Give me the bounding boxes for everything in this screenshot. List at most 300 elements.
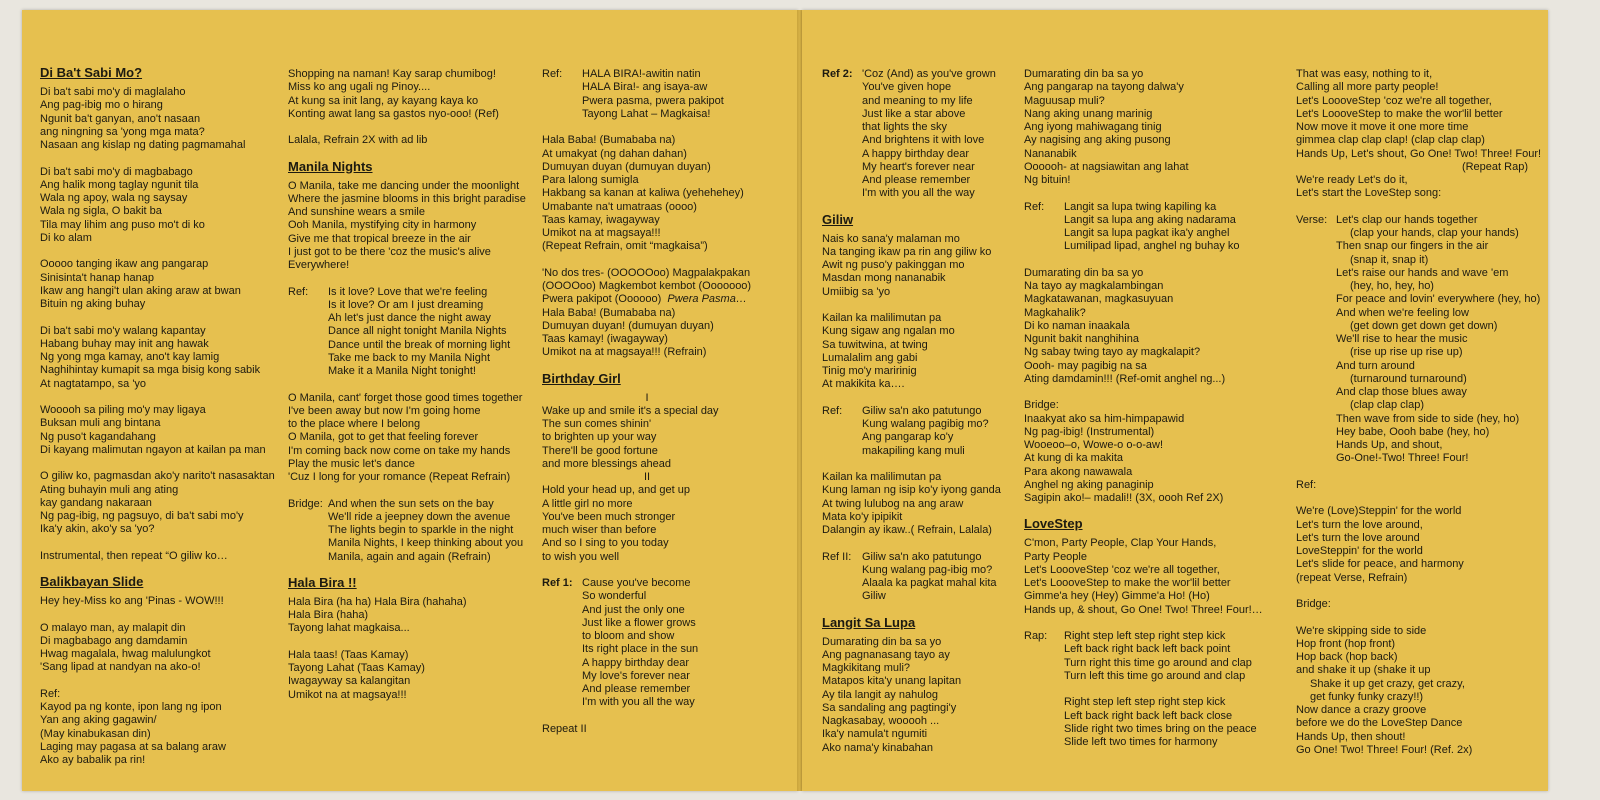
lyric-line: Ang pangarap ko'y <box>862 431 954 444</box>
bridge-block <box>288 498 526 564</box>
lyric-line: Go One! Two! Three! Four! (Ref. 2x) <box>1296 743 1473 756</box>
lyric-line: Dance until the break of morning light <box>328 338 511 351</box>
song-title: Giliw <box>822 211 854 227</box>
repeat-note: (Repeat Rap) <box>1461 160 1528 173</box>
lyric-line: Cause you've become <box>582 577 691 589</box>
lyric-line: Dance all night tonight Manila Nights <box>328 325 507 338</box>
lyric-line: Let's LoooveStep 'coz we're all together, <box>1296 94 1492 107</box>
song-lyrics <box>542 484 752 564</box>
lyric-line: Magkikitang muli? <box>822 662 911 674</box>
ref-block <box>542 577 752 710</box>
lyric-line: Nais ko sana'y malaman mo <box>822 232 960 245</box>
lyric-line: Make it a Manila Night tonight! <box>328 365 476 377</box>
lyric-line: Give me that tropical breeze in the air <box>288 232 471 245</box>
lyric-line: (snap it, snap it) <box>1350 253 1429 266</box>
lyric-line: Sa sandaling ang pagtingi'y <box>822 701 957 714</box>
ref-label: Ref II: <box>822 550 852 563</box>
lyric-line: Slide right two times bring on the peace <box>1064 722 1257 735</box>
bridge-label: Bridge: <box>1296 598 1331 610</box>
lyric-line: Naghihintay kumapit sa mga bisig kong sabik <box>40 364 261 377</box>
bridge-label: Bridge: <box>288 497 323 510</box>
lyric-line: Di ko naman inaakala <box>1024 319 1130 332</box>
lyric-line: Left back right back left back close <box>1064 709 1233 722</box>
lyric-line: Dumarating din ba sa yo <box>1024 266 1144 279</box>
lyric-italic: Pwera Pasma… <box>667 293 747 306</box>
lyric-line: Ang iyong mahiwagang tinig <box>1024 121 1162 133</box>
lyric-line: makapiling kang muli <box>862 444 965 457</box>
ref-label: Ref: <box>1296 478 1317 491</box>
lyric-line: Ooooo tanging ikaw ang pangarap <box>40 258 209 271</box>
lyric-line: Is it love? Or am I just dreaming <box>328 298 484 311</box>
lyric-line: I just got to be there 'coz the music's alive <box>288 245 491 258</box>
lyric-line: Kung walang pag-ibig mo? <box>862 563 993 576</box>
lyric-line: We'll rise to hear the music <box>1336 333 1468 345</box>
lyric-line: Mata ko'y ipipikit <box>822 510 903 523</box>
lyric-line: Ooh Manila, mystifying city in harmony <box>288 219 477 232</box>
lyric-line: Magkatawanan, magkasuyuan <box>1024 293 1174 306</box>
rap-block <box>1024 630 1263 749</box>
lyric-line: Kailan ka malilimutan pa <box>822 471 942 483</box>
lyric-line: O Manila, cant' forget those good times together <box>288 391 523 404</box>
lyric-line: Inaakyat ako sa him-himpapawid <box>1024 412 1185 425</box>
lyric-line: Di ko alam <box>40 231 92 244</box>
song-lyrics <box>542 134 752 293</box>
ref-lyrics <box>822 68 1001 201</box>
lyric-line: Pwera pasma, pwera pakipot <box>582 94 724 107</box>
lyric-line: Instrumental, then repeat “O giliw ko… <box>40 549 228 562</box>
lyric-line: Wala ng sigla, O bakit ba <box>40 205 162 218</box>
lyric-line: Kayod pa ng konte, ipon lang ng ipon <box>40 701 222 713</box>
lyric-line: Tila may lihim ang puso mo't di ko <box>40 218 205 231</box>
lyric-line: and more blessings ahead <box>542 457 672 470</box>
ref-label: Ref: <box>542 68 563 80</box>
lyric-line: We're skipping side to side <box>1296 624 1427 637</box>
right-col-2 <box>1024 68 1263 749</box>
song-lyrics <box>542 307 752 360</box>
lyric-line: Dumarating din ba sa yo <box>1024 68 1144 80</box>
lyric-line: Kung laman ng isip ko'y iyong ganda <box>822 484 1001 497</box>
lyric-line: ang ningning sa 'yong mga mata? <box>40 125 205 138</box>
lyric-line: Hala taas! (Taas Kamay) <box>288 648 409 661</box>
lyric-line: Let's slide for peace, and harmony <box>1296 558 1464 571</box>
lyric-line: Di ba't sabi mo'y walang kapantay <box>40 324 206 337</box>
lyric-line: Is it love? Love that we're feeling <box>328 285 488 298</box>
lyric-line: Play the music let's dance <box>288 457 415 470</box>
lyric-line: At kung di ka makita <box>1024 452 1124 465</box>
lyric-line: Langit sa lupa ang aking nadarama <box>1064 213 1236 226</box>
lyric-line: that lights the sky <box>862 121 947 133</box>
stanza-gap <box>40 675 275 688</box>
ref-label: Ref: <box>1024 200 1045 213</box>
lyric-line: Hey hey-Miss ko ang 'Pinas - WOW!!! <box>40 595 224 607</box>
lyric-line: C'mon, Party People, Clap Your Hands, <box>1024 537 1217 550</box>
ref-label: Ref 2: <box>822 68 853 80</box>
lyric-line: to wish you well <box>542 550 620 563</box>
lyric-line: Sa tuwitwina, at twing <box>822 338 928 351</box>
lyric-line: Hands Up, Let's shout, Go One! Two! Three! Four! <box>1296 147 1542 160</box>
lyric-line: Di magbabago ang damdamin <box>40 634 188 647</box>
ref-block <box>288 286 526 379</box>
lyric-line: Dalangin ay ikaw..( Refrain, Lalala) <box>822 524 992 536</box>
lyric-line: 'No dos tres- (OOOOOoo) Magpalakpakan <box>542 266 751 279</box>
lyric-line: Ikaw ang hangi't ulan aking araw at bwan <box>40 284 241 297</box>
lyric-line: Magkahalik? <box>1024 306 1086 319</box>
lyric-line: O giliw ko, pagmasdan ako'y narito't nasasaktan <box>40 470 275 483</box>
song-lyrics <box>288 392 526 485</box>
lyric-line: I've been away but now I'm going home <box>288 404 481 417</box>
lyric-line: (clap your hands, clap your hands) <box>1350 227 1519 239</box>
song-title: Birthday Girl <box>542 370 621 386</box>
lyric-line: Di ba't sabi mo'y di maglalaho <box>40 86 186 98</box>
lyric-line: Tinig mo'y maririnig <box>822 365 917 377</box>
lyric-line: At twing lulubog na ang araw <box>822 497 964 510</box>
lyric-line: Nang aking unang marinig <box>1024 107 1153 120</box>
song-lyrics <box>1024 267 1263 506</box>
ref-block <box>822 405 1001 458</box>
lyric-line: Sinisinta't hanap hanap <box>40 271 155 284</box>
lyric-line: Oooh- may pagibig na sa <box>1024 359 1147 372</box>
ref-label: Ref 1: <box>542 577 573 589</box>
lyric-line: Wake up and smile it's a special day <box>542 404 719 417</box>
lyric-line: Ang pagnanasang tayo ay <box>822 648 950 661</box>
lyric-line: (repeat Verse, Refrain) <box>1296 571 1408 584</box>
lyric-line: I'm coming back now come on take my hands <box>288 444 511 457</box>
lyric-line: (turnaround turnaround) <box>1350 372 1467 385</box>
lyric-line: A happy birthday dear <box>582 656 690 669</box>
song-lyrics <box>542 405 752 471</box>
lyric-line: So wonderful <box>582 590 647 603</box>
stanza-gap <box>40 245 275 258</box>
lyric-line: I'm with you all the way <box>582 696 695 709</box>
lyric-line: Ang pag-ibig mo o hirang <box>40 99 163 112</box>
lyric-line: Let's turn the love around <box>1296 531 1420 544</box>
lyric-line: Hwag magalala, hwag malulungkot <box>40 648 211 660</box>
lyric-line: Umabante na't umatraas (oooo) <box>542 200 697 213</box>
rap-label: Rap: <box>1024 630 1048 642</box>
ref-block <box>822 68 1001 201</box>
stanza-gap <box>822 299 1001 312</box>
song-lyrics <box>822 471 1001 524</box>
lyric-line: Ating buhayin muli ang ating <box>40 483 179 496</box>
lyric-line: We'll ride a jeepney down the avenue <box>328 510 511 523</box>
ref-lyrics <box>542 68 752 121</box>
ref-lyrics <box>1024 201 1263 254</box>
lyric-line: Dumarating din ba sa yo <box>822 635 942 648</box>
lyric-line: Then snap our fingers in the air <box>1336 240 1489 253</box>
song-title: Balikbayan Slide <box>40 574 144 589</box>
lyric-line: We're ready Let's do it, <box>1296 174 1408 186</box>
lyric-line: 'Cuz I long for your romance (Repeat Refrain) <box>288 471 511 483</box>
lyric-line: Tayong Lahat – Magkaisa! <box>582 107 711 120</box>
lyric-line: get funky funky crazy!!) <box>1310 690 1424 703</box>
lyric-line: Let's turn the love around, <box>1296 518 1423 531</box>
lyric-line: Ng sabay twing tayo ay magkalapit? <box>1024 346 1201 359</box>
lyric-line: And when the sun sets on the bay <box>328 497 494 510</box>
lyric-line: kay gandang nakaraan <box>40 496 152 509</box>
lyric-line: Bituin ng aking buhay <box>40 298 146 310</box>
lyric-line: Umikot na at magsaya!!! <box>542 227 661 239</box>
lyric-line: (rise up rise up rise up) <box>1350 346 1463 359</box>
verse-label: Verse: <box>1296 213 1328 226</box>
lyric-line: A happy birthday dear <box>862 147 970 160</box>
left-col-1 <box>40 62 275 767</box>
lyric-line: And just the only one <box>582 603 685 616</box>
lyric-line: LoveSteppin' for the world <box>1296 545 1423 557</box>
lyric-line: Nasaan ang kislap ng dating pagmamahal <box>40 139 246 151</box>
lyric-line: O Manila, got to get that feeling forever <box>288 431 479 444</box>
song-lyrics <box>822 636 1001 755</box>
lyric-line: Turn left this time go around and clap <box>1064 669 1246 682</box>
lyric-line: And so I sing to you today <box>542 537 669 550</box>
lyric-line: Go-One!-Two! Three! Four! <box>1336 452 1469 465</box>
lyric-line: Giliw sa'n ako patutungo <box>862 550 982 563</box>
lyric-line: Yan ang aking gagawin/ <box>40 714 157 727</box>
lyric-line: Let's LoooveStep 'coz we're all together, <box>1024 563 1220 576</box>
lyric-line: Wooeoo–o, Wowe-o o-o-aw! <box>1024 439 1163 451</box>
lyric-line: That was easy, nothing to it, <box>1296 68 1433 80</box>
lyric-line: O Manila, take me dancing under the moonlight <box>288 179 520 192</box>
lyric-line: Just like a star above <box>862 107 966 120</box>
lyric-line: to bloom and show <box>582 630 675 642</box>
left-col-2 <box>288 68 526 702</box>
lyric-line: Now dance a crazy groove <box>1296 704 1427 716</box>
ref-block <box>542 68 752 121</box>
lyric-line: Di kayang malimutan ngayon at kailan pa man <box>40 443 266 456</box>
rap-lyrics <box>1024 630 1263 749</box>
song-lyrics <box>288 180 526 273</box>
lyric-line: Giliw <box>862 590 886 603</box>
lyric-line: Hala Bira (haha) <box>288 609 369 621</box>
right-page <box>802 10 1548 791</box>
lyric-line: Hands Up, and shout, <box>1336 439 1443 451</box>
bridge-lyrics <box>288 498 526 564</box>
ref-lyrics <box>288 286 526 379</box>
stanza-gap <box>40 537 275 550</box>
lyric-line: (clap clap clap) <box>1350 399 1424 412</box>
lyric-line: You've given hope <box>862 81 952 94</box>
lyric-line: At kung sa init lang, ay kayang kaya ko <box>288 94 479 107</box>
bridge-lyrics <box>1296 625 1541 758</box>
lyric-line: Just like a flower grows <box>582 616 696 629</box>
lyric-line: A little girl no more <box>542 497 633 510</box>
lyric-line: Hold your head up, and get up <box>542 484 691 497</box>
lyric-line: Kung sigaw ang ngalan mo <box>822 325 955 338</box>
lyric-line: Hop back (hop back) <box>1296 651 1398 663</box>
lyric-line: Hands up, & shout, Go One! Two! Three! Four!… <box>1024 603 1263 616</box>
song-title: Hala Bira !! <box>288 574 357 590</box>
lyric-line: Di ba't sabi mo'y di magbabago <box>40 165 193 178</box>
lyric-line: Na tayo ay magkalambingan <box>1024 280 1164 292</box>
right-col-1 <box>822 68 1001 755</box>
lyric-line: Ako ay babalik pa rin! <box>40 754 146 766</box>
lyric-line: And turn around <box>1336 359 1415 372</box>
repeat-note: Repeat II <box>542 722 587 735</box>
lyric-line: Lumalalim ang gabi <box>822 351 918 364</box>
stanza-gap <box>1064 683 1263 696</box>
lyric-line: Miss ko ang ugali ng Pinoy.... <box>288 81 431 94</box>
lyric-line: Langit sa lupa twing kapiling ka <box>1064 200 1217 213</box>
song-lyrics <box>1024 68 1263 187</box>
lyric-line <box>542 293 752 306</box>
lyric-line: Oooooh- at nagsiawitan ang lahat <box>1024 160 1189 173</box>
song-lyrics <box>1296 174 1541 201</box>
lyric-line: (Repeat Refrain, omit “magkaisa”) <box>542 240 708 253</box>
left-col-3 <box>542 68 752 736</box>
lyric-line: Ngunit bakit nanghihina <box>1024 333 1139 345</box>
lyric-line: Everywhere! <box>288 259 350 271</box>
lyric-line: And when we're feeling low <box>1336 306 1469 319</box>
lyric-line: At nagtatampo, sa 'yo <box>40 377 147 390</box>
lyric-line: Ngunit ba't ganyan, ano't nasaan <box>40 112 201 125</box>
stanza-gap <box>1024 386 1263 399</box>
lyric-line: Gimme'a hey (Hey) Gimme'a Ho! (Ho) <box>1024 590 1210 603</box>
lyric-line: Laging may pagasa at sa balang araw <box>40 740 226 753</box>
lyric-line: I'm with you all the way <box>862 187 975 200</box>
lyric-line: Hala Baba! (Bumababa na) <box>542 134 676 147</box>
lyric-line: Ako nama'y kinabahan <box>822 741 933 754</box>
lyric-line: to brighten up your way <box>542 431 657 444</box>
lyric-line: Bridge: <box>1024 399 1059 412</box>
lyric-line: Ika'y akin, ako'y sa 'yo? <box>40 523 155 536</box>
lyric-line: Kailan ka malilimutan pa <box>822 312 942 324</box>
stanza-gap <box>40 457 275 470</box>
lyric-line: Taas kamay! (iwagayway) <box>542 333 668 345</box>
ref-label: Ref: <box>822 404 843 417</box>
lyric-line: Ang halik mong taglay ngunit tila <box>40 178 199 191</box>
lyric-line: Umikot na at magsaya!!! (Refrain) <box>542 346 707 359</box>
lyric-line: Umikot na at magsaya!!! <box>288 688 407 701</box>
lyric-line: HALA Bira!- ang isaya-aw <box>582 81 708 94</box>
lyric-line: We're (Love)Steppin' for the world <box>1296 505 1462 518</box>
lyric-line: Manila, again and again (Refrain) <box>328 550 491 563</box>
lyric-line: much wiser than before <box>542 524 657 536</box>
lyric-line: Ng bituin! <box>1024 174 1071 186</box>
song-lyrics <box>822 233 1001 392</box>
lyric-line: Iwagayway sa kalangitan <box>288 675 411 688</box>
song-lyrics <box>1296 68 1541 161</box>
lyric-line: Ay tila langit ay nahulog <box>822 688 938 701</box>
lyric-line: And clap those blues away <box>1336 386 1467 398</box>
lyric-line: At makikita ka…. <box>822 378 905 391</box>
lyric-line: My love's forever near <box>582 669 690 682</box>
lyric-line: Hey babe, Oooh babe (hey, ho) <box>1336 425 1490 438</box>
lyric-line: Its right place in the sun <box>582 643 699 656</box>
lyric-line: Let's LoooveStep to make the wor'lil better <box>1296 107 1503 120</box>
lyric-line: Hala Baba! (Bumababa na) <box>542 306 676 319</box>
ref-block <box>1024 201 1263 254</box>
lyric-line: For peace and lovin' everywhere (hey, ho) <box>1336 293 1541 306</box>
lyric-line: The lights begin to sparkle in the night <box>328 524 514 536</box>
right-col-3 <box>1296 68 1541 757</box>
song-title: Manila Nights <box>288 158 373 174</box>
verse-numeral: I <box>645 391 649 404</box>
lyric-line: Ref: <box>40 687 61 700</box>
lyric-line: Let's LoooveStep to make the wor'lil better <box>1024 577 1231 589</box>
lyric-line: (May kinabukasan din) <box>40 727 151 740</box>
lyric-line: Matapos kita'y unang lapitan <box>822 675 962 688</box>
lyric-line: Buksan muli ang bintana <box>40 417 161 430</box>
lyric-line: Tayong Lahat (Taas Kamay) <box>288 662 425 674</box>
lyric-line: Shake it up get crazy, get crazy, <box>1310 677 1465 690</box>
lyric-line: Then wave from side to side (hey, ho) <box>1336 412 1520 425</box>
lyric-line: Hands Up, then shout! <box>1296 730 1406 743</box>
stanza-gap <box>288 636 526 649</box>
song-lyrics <box>288 596 526 702</box>
lyric-line: Konting awat lang sa gastos nyo-ooo! (Ref) <box>288 107 499 120</box>
lyric-line: Kung walang pagibig mo? <box>862 418 989 430</box>
song-lyrics <box>1024 537 1263 617</box>
song-title: Di Ba't Sabi Mo? <box>40 65 143 80</box>
ref-lyrics <box>542 577 752 710</box>
lyric-line: Nagkasabay, wooooh ... <box>822 715 940 727</box>
lyric-line: At umakyat (ng dahan dahan) <box>542 147 687 160</box>
song-lyrics <box>40 86 275 563</box>
lyric-line: to the place where I belong <box>288 418 421 430</box>
ref-lyrics <box>822 405 1001 458</box>
lyric-line: Right step left step right step kick <box>1064 696 1226 709</box>
lyric-line: Hala Bira (ha ha) Hala Bira (hahaha) <box>288 595 467 608</box>
lyric-line: Awit ng puso'y pakinggan mo <box>822 259 965 271</box>
song-lyrics <box>288 68 526 148</box>
lyric-line: Right step left step right step kick <box>1064 630 1226 642</box>
lyric-line: Taas kamay, iwagayway <box>542 213 660 226</box>
lyric-line: (OOOOoo) Magkembot kembot (Ooooooo) <box>542 280 752 292</box>
lyric-line: Calling all more party people! <box>1296 81 1439 94</box>
lyric-line: Para lalong sumigla <box>542 174 639 186</box>
lyric-line: Take me back to my Manila Night <box>328 351 491 364</box>
lyric-line: Ay nagising ang aking pusong <box>1024 134 1171 147</box>
lyric-line: and shake it up (shake it up <box>1296 664 1431 677</box>
lyric-line: Para akong nawawala <box>1024 465 1133 478</box>
lyric-line: You've been much stronger <box>542 510 676 523</box>
lyric-line: Ang pangarap na tayong dalwa'y <box>1024 81 1184 94</box>
ref-label: Ref: <box>288 285 309 298</box>
stanza-gap <box>40 311 275 324</box>
lyric-line: Ika'y namula't ngumiti <box>822 728 928 741</box>
lyric-line: (get down get down get down) <box>1350 319 1498 332</box>
lyric-line: My heart's forever near <box>862 160 975 173</box>
lyric-line: Sagipin ako!– madali!! (3X, oooh Ref 2X) <box>1024 492 1224 504</box>
lyric-line: There'll be good fortune <box>542 444 658 457</box>
lyric-line: Hop front (hop front) <box>1296 637 1396 650</box>
lyric-line: And sunshine wears a smile <box>288 206 425 218</box>
lyric-line: Maguusap muli? <box>1024 94 1105 107</box>
lyric-line: And please remember <box>862 174 971 186</box>
ref-lyrics <box>1296 505 1541 585</box>
lyric-line: Now move it move it one more time <box>1296 121 1469 133</box>
lyric-line: Let's raise our hands and wave 'em <box>1336 266 1509 279</box>
lyric-line: 'Coz (And) as you've grown <box>862 68 996 80</box>
lyric-line: Turn right this time go around and clap <box>1064 656 1252 669</box>
lyric-line: before we do the LoveStep Dance <box>1296 717 1463 730</box>
lyric-line: The sun comes shinin' <box>542 418 652 430</box>
lyric-line: Langit sa lupa pagkat ika'y anghel <box>1064 227 1230 239</box>
lyric-line: O malayo man, ay malapit din <box>40 621 186 634</box>
lyric-line: Shopping na naman! Kay sarap chumibog! <box>288 68 496 80</box>
stanza-gap <box>288 121 526 134</box>
lyric-line: Masdan mong nananabik <box>822 272 946 285</box>
lyric-line: Lalala, Refrain 2X with ad lib <box>288 134 428 147</box>
lyric-line: Umiibig sa 'yo <box>822 285 891 298</box>
lyric-line: Dumuyan duyan (dumuyan duyan) <box>542 160 711 173</box>
verse-block <box>1296 214 1541 466</box>
verse-lyrics <box>1296 214 1541 466</box>
lyric-text: Pwera pakipot (Oooooo) <box>542 293 662 306</box>
stanza-gap <box>542 254 752 267</box>
song-title: Langit Sa Lupa <box>822 614 916 630</box>
lyric-line: 'Sang lipad at nandyan na ako-o! <box>40 661 201 674</box>
lyric-line: Manila Nights, I keep thinking about you <box>328 537 524 550</box>
